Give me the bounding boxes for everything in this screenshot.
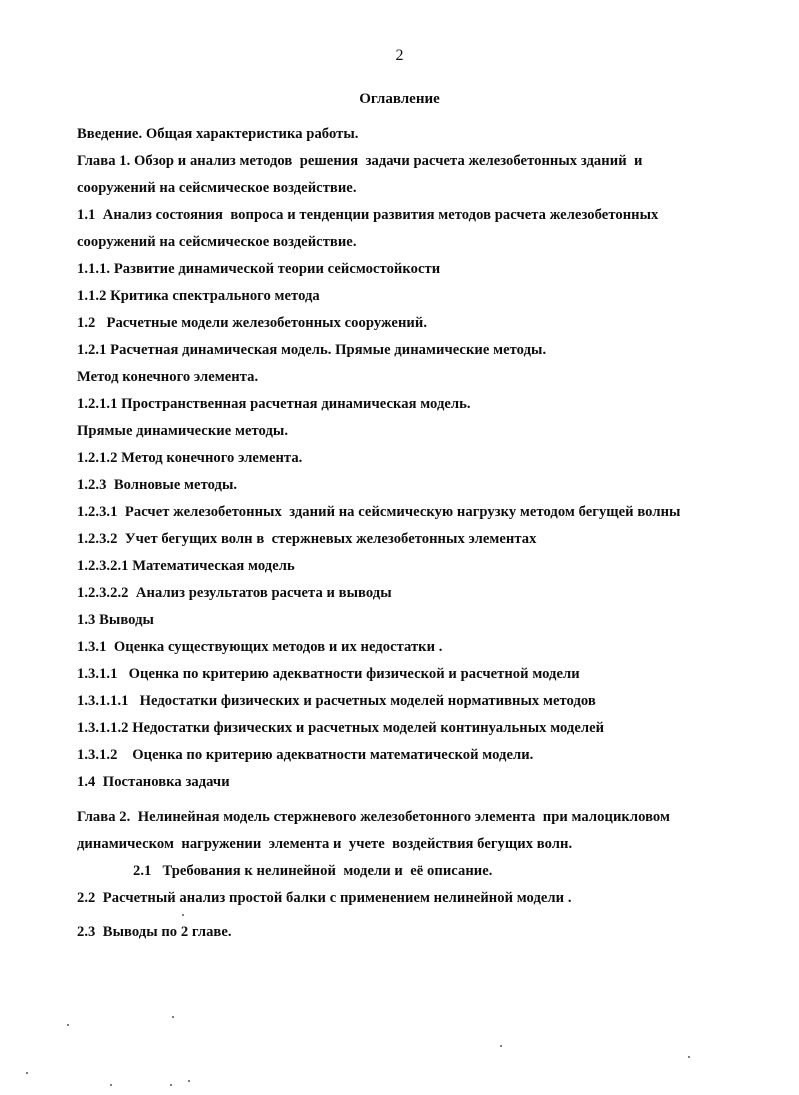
toc-entry: Метод конечного элемента.: [77, 369, 259, 385]
toc-entry: 1.3 Выводы: [77, 612, 154, 628]
toc-entry: 1.1 Анализ состояния вопроса и тенденции развития методов расчета железобетонных: [77, 207, 659, 223]
scan-speck: [182, 914, 184, 916]
toc-entry: сооружений на сейсмическое воздействие.: [77, 180, 357, 196]
toc-entry: 1.3.1.2 Оценка по критерию адекватности математической модели.: [77, 747, 534, 763]
toc-entry: Глава 1. Обзор и анализ методов решения задачи расчета железобетонных зданий и: [77, 153, 643, 169]
scan-speck: [67, 1024, 69, 1026]
toc-entry: 2.2 Расчетный анализ простой балки с применением нелинейной модели .: [77, 890, 572, 906]
toc-entry: 1.2.3.2 Учет бегущих волн в стержневых железобетонных элементах: [77, 531, 537, 547]
toc-entry: 2.1 Требования к нелинейной модели и её описание.: [133, 863, 493, 879]
toc-entry: 1.1.2 Критика спектрального метода: [77, 288, 320, 304]
toc-entry: 1.2.3.2.1 Математическая модель: [77, 558, 295, 574]
scan-speck: [172, 1016, 174, 1018]
scan-speck: [688, 1056, 690, 1058]
scan-speck: [188, 1080, 190, 1082]
toc-entry: 1.3.1.1.1 Недостатки физических и расчетных моделей нормативных методов: [77, 693, 596, 709]
toc-entry: 1.2.1.2 Метод конечного элемента.: [77, 450, 303, 466]
toc-entry: 1.2 Расчетные модели железобетонных сооружений.: [77, 315, 428, 331]
toc-entry: 1.2.3.1 Расчет железобетонных зданий на сейсмическую нагрузку методом бегущей волны: [77, 504, 681, 520]
toc-entry: 1.3.1.1 Оценка по критерию адекватности физической и расчетной модели: [77, 666, 580, 682]
toc-entry: 1.1.1. Развитие динамической теории сейсмостойкости: [77, 261, 441, 277]
toc-entry: 1.3.1.1.2 Недостатки физических и расчетных моделей континуальных моделей: [77, 720, 605, 736]
toc-entry: 1.4 Постановка задачи: [77, 774, 230, 790]
toc-entry: 1.2.3.2.2 Анализ результатов расчета и выводы: [77, 585, 392, 601]
toc-entry: Прямые динамические методы.: [77, 423, 289, 439]
page-number: 2: [395, 47, 404, 64]
scan-speck: [500, 1045, 502, 1047]
scan-speck: [26, 1072, 28, 1074]
toc-entry: Глава 2. Нелинейная модель стержневого железобетонного элемента при малоцикловом: [77, 809, 670, 825]
toc-entry: 1.2.1.1 Пространственная расчетная динамическая модель.: [77, 396, 471, 412]
toc-entry: динамическом нагружении элемента и учете воздействия бегущих волн.: [77, 836, 573, 852]
toc-entry: 1.3.1 Оценка существующих методов и их недостатки .: [77, 639, 443, 655]
toc-entry: 2.3 Выводы по 2 главе.: [77, 924, 232, 940]
scan-speck: [110, 1084, 112, 1086]
scan-speck: [170, 1084, 172, 1086]
toc-title: Оглавление: [359, 91, 440, 107]
toc-entry: 1.2.1 Расчетная динамическая модель. Прямые динамические методы.: [77, 342, 547, 358]
toc-entry: Введение. Общая характеристика работы.: [77, 126, 359, 142]
toc-entry: сооружений на сейсмическое воздействие.: [77, 234, 357, 250]
toc-entry: 1.2.3 Волновые методы.: [77, 477, 238, 493]
